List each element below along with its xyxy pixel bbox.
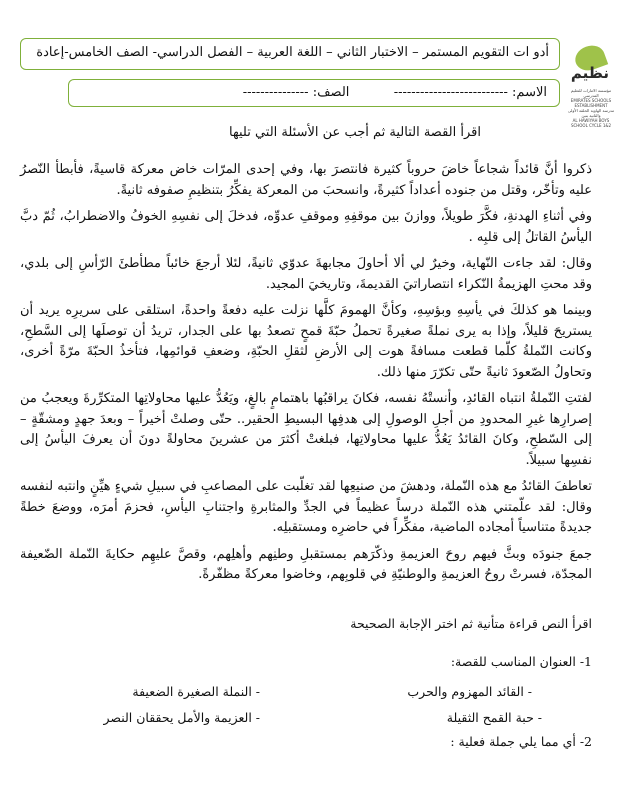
q1-option-3[interactable]: - حبة القمح الثقيلة [446, 710, 542, 725]
name-label: الاسم: [512, 85, 547, 100]
header-title-box [20, 38, 560, 70]
logo-glyph: نظيم [570, 64, 609, 82]
story-paragraph: ذكروا أنَّ قائداً شجاعاً خاضَ حروباً كثيرة فانتصرَ بها، وفي إحدى المرّات خاض معركة قاسيةً، فأبطأ النّصرُ عليه وتأخّر، وقتل من جنوده أعداداً كثيرةً، وانسحبَ من المعركة يفكِّرُ بتنظيمِ صفوفه ثانيةً. [20, 162, 592, 198]
class-label: الصف: [312, 85, 350, 100]
questions-intro: اقرأ النص قراءة متأنية ثم اختر الإجابة الصحيحة [350, 616, 592, 631]
q1-option-2[interactable]: - النملة الصغيرة الضعيفة [132, 684, 260, 699]
class-blank[interactable]: --------------- [242, 85, 309, 100]
story-paragraph: تعاطفَ القائدُ مع هذه النّملة، ودهشَ من صنيعِها لقد تغلّبت على المصاعبِ في سبيلِ شيءٍ هيِّنٍ وانتبه لنفسه وقال: لقد علّمتني هذه النّملة درساً عظيماً في الجدِّ والمثابرةِ واجتنابِ اليأسِ، فحزمَ أمرَه، ووضعَ خطةً جديدةً متناسياً أمجاده الماضية، مفكِّراً في حاضرِه ومستقبلِه. [20, 479, 592, 535]
story-paragraph: وقال: لقد جاءت النّهاية، وخيرٌ لي ألا أحاولَ مجابهةَ عدوّي ثانيةً، لئلا أرجعَ خائباً مطأطئَ الرّأسِ إلى بلدي، وقد محتِ الهزيمةُ النّكراء انتصاراتيَ القديمةَ، وتاريخيَ المجيد. [20, 256, 592, 292]
question-1-label: 1- العنوان المناسب للقصة: [450, 654, 592, 669]
logo-line-2: EMIRATES SCHOOLS ESTABLISHMENT [570, 98, 612, 108]
story-paragraph: وبينما هو كذلكَ في يأسِهِ وبؤسِهِ، وكأنَّ الهمومَ كلَّها نزلت عليه دفعةً واحدةً، استلقى على سريرِه يريد أن يستريحَ قليلاً، وإذا به يرى نملةً صغيرةً تحملُ حبّةَ قمحٍ تصعدُ بها على الجدار، تريدُ أن توصلَها إلى السَّطحِ، وكانت النّملةُ كلّما قطعت مسافةً هوت إلى الأرضِ لثقلِ الحبّةِ، وضعفِ قوائمِها، فتأخذُ الحبّةَ مرّةً أخرى، وتحاولُ الصّعودَ ثانيةً حتّى تكرّرَ منها ذلك. [20, 303, 592, 380]
q1-option-1[interactable]: - القائد المهزوم والحرب [407, 684, 532, 699]
logo-line-3: مدرسة الهاوية الحلقة الأولى والثانية بنين [567, 108, 615, 118]
story-text [20, 160, 592, 592]
name-blank[interactable]: -------------------------- [393, 85, 508, 100]
student-info-box [68, 79, 560, 107]
story-paragraph: جمعَ جنودَه وبثَّ فيهم روحَ العزيمةِ وذكّرَهم بمستقبلِ وطنِهم وأهلِهم، وقصَّ عليهِم حكايةَ النّملة الضّعيفة المجدّة، فسرتْ روحُ العزيمةِ والوطنيّةِ في قلوبِهم، وخاضوا معركةً مظفّرةً. [20, 546, 592, 582]
q1-option-4[interactable]: - العزيمة والأمل يحققان النصر [103, 710, 260, 725]
question-2-label: 2- أي مما يلي جملة فعلية : [450, 734, 592, 749]
header-title: أدو ات التقويم المستمر – الاختبار الثاني – اللغة العربية – الفصل الدراسي- الصف الخامس-إعادة [36, 45, 549, 60]
story-paragraph: لفتتِ النّملةُ انتباه القائدِ، وأنستْهُ نفسه، فكانَ يراقبُها باهتمامٍ بالغٍ، ويَعُدُّ عليها محاولاتِها المتكرِّرةَ ويعجبُ من إصرارِها غيرِ المحدودِ من أجلِ الوصولِ إلى هدفِها البسيطِ الحقير.. حتّى وصلتْ أخيراً – وبعدَ جهدٍ ومشقّةٍ – إلى السّطحِ، وكانَ القائدُ يَعُدُّ عليها محاولاتِها، فبلغتْ أكثرَ من عشرينَ محاولةً دونَ أن يعرفَ اليأسُ إلى نفسِها سبيلاً. [20, 391, 592, 468]
reading-instruction: اقرأ القصة التالية ثم أجب عن الأسئلة التي تليها [229, 125, 481, 140]
logo-line-1: مؤسسة الامارات للتعليم المدرسي [570, 88, 612, 98]
logo-line-4: AL HAWIYAH BOYS SCHOOL CYCLE 1&2 [570, 118, 612, 128]
school-logo [566, 44, 616, 128]
story-paragraph: وفي أثناءِ الهدنةِ، فكَّرَ طويلاً، ووازنَ بين موقفِهِ وموقفِ عدوِّه، فدخلَ إلى نفسِهِ الخوفُ والاضطرابُ، ثُمّ دبَّ اليأسُ القاتلُ إلى قلبِه . [20, 209, 592, 245]
